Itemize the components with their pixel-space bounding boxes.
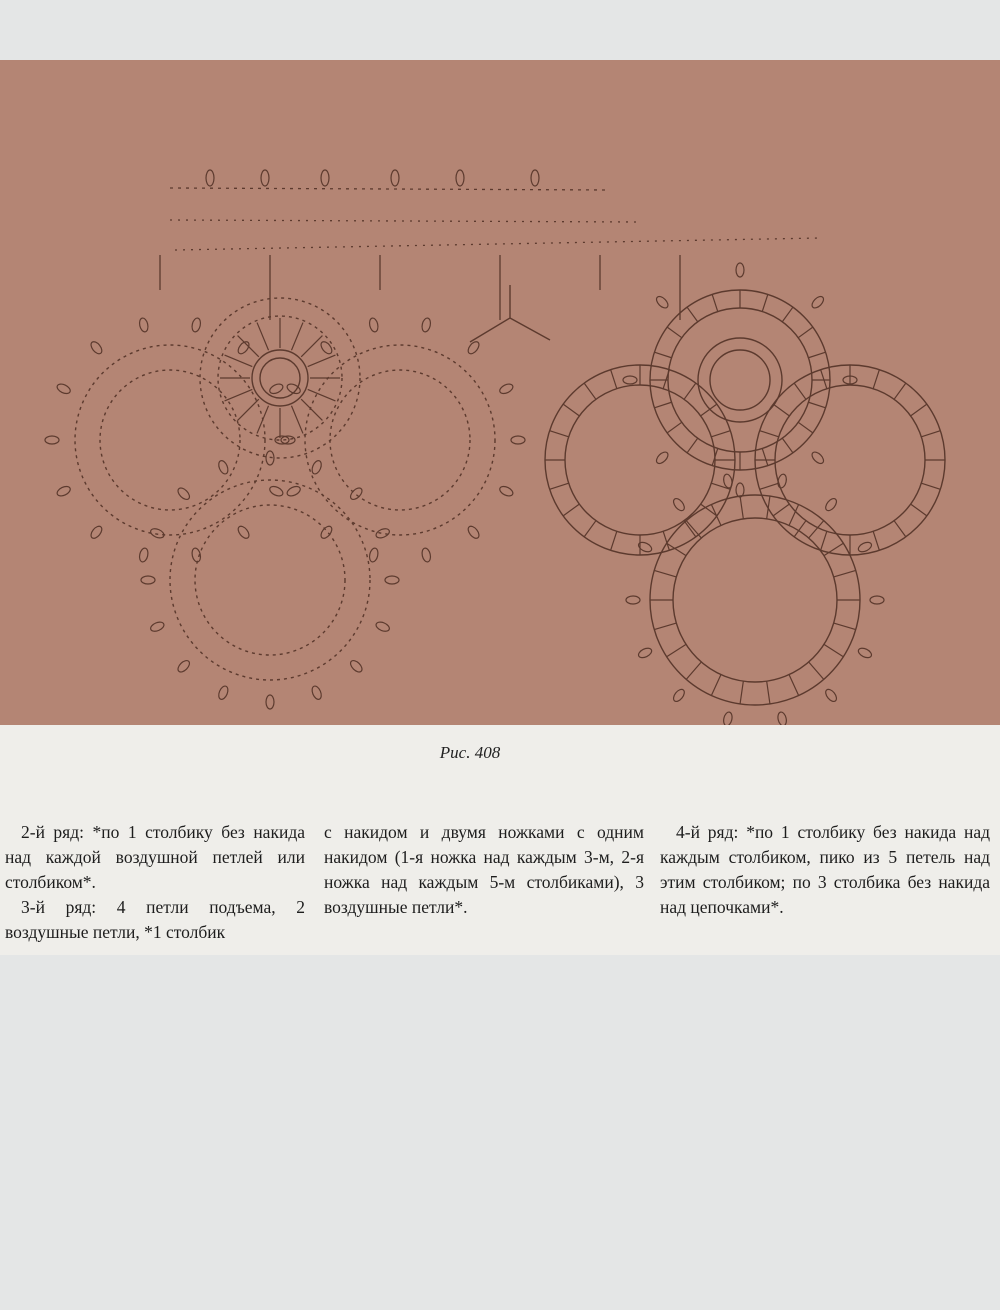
top-picot — [391, 170, 399, 186]
top-picot — [206, 170, 214, 186]
left-picot — [466, 340, 481, 356]
crochet-chart-svg — [0, 60, 1000, 725]
text-column-3 — [660, 820, 990, 920]
right-picot — [824, 687, 839, 703]
left-picot — [56, 382, 72, 395]
right-picot — [870, 596, 884, 604]
right-east-spoke — [921, 431, 940, 437]
chain-row-2 — [170, 220, 640, 222]
right-south-spoke — [824, 644, 843, 656]
left-picot — [368, 317, 379, 332]
right-east-spoke — [821, 531, 827, 550]
right-west-spoke — [684, 521, 696, 537]
right-east-spoke — [911, 404, 927, 416]
paragraph-row-2: 2-й ряд: *по 1 столбику без накида над каждой воздушной петлей или столбиком*. — [5, 822, 305, 892]
right-east-spoke — [794, 383, 806, 399]
right-top-spoke — [667, 327, 682, 338]
top-picot — [531, 170, 539, 186]
right-picot — [810, 294, 826, 310]
paragraph-row-3-start: 3-й ряд: 4 петли подъема, 2 воздушные петли, *1 столбик — [5, 897, 305, 942]
right-west-spoke — [563, 404, 579, 416]
right-ring-top — [650, 290, 830, 470]
right-south-spoke — [834, 570, 856, 576]
left-ring-east — [305, 345, 495, 535]
left-picot — [466, 524, 481, 540]
join-stitch — [470, 285, 550, 342]
right-top-spoke — [798, 422, 813, 433]
left-picot — [236, 524, 251, 540]
left-center-spoke — [308, 389, 336, 400]
left-center-spoke — [291, 323, 302, 351]
left-picot — [268, 382, 284, 395]
left-picot — [348, 658, 364, 674]
right-east-spoke — [821, 370, 827, 389]
right-ring-west — [545, 365, 735, 555]
right-top-spoke — [808, 352, 825, 358]
right-picot — [857, 646, 873, 659]
left-ring-south-inner — [195, 505, 345, 655]
right-west-spoke — [563, 504, 579, 516]
right-east-spoke — [773, 404, 789, 416]
right-west-spoke — [611, 370, 617, 389]
right-south-spoke — [711, 504, 721, 525]
left-picot — [217, 685, 230, 701]
top-picot — [456, 170, 464, 186]
right-east-spoke — [773, 504, 789, 516]
left-ring-west — [75, 345, 265, 535]
left-center-spoke — [225, 389, 253, 400]
right-top-spoke — [712, 294, 718, 311]
left-center-spoke — [308, 355, 336, 366]
right-south-spoke — [834, 623, 856, 629]
left-picot — [319, 524, 334, 540]
right-top-spoke — [798, 327, 813, 338]
right-picot — [671, 497, 686, 513]
right-ring-south-inner — [673, 518, 837, 682]
text-column-2 — [324, 820, 644, 920]
right-ring-south — [650, 495, 860, 705]
left-picot — [385, 576, 399, 584]
right-west-spoke — [550, 431, 569, 437]
right-top-spoke — [654, 352, 671, 358]
right-picot — [824, 497, 839, 513]
top-picot — [321, 170, 329, 186]
left-picot — [149, 527, 165, 540]
right-west-spoke — [711, 483, 730, 489]
left-picot — [266, 695, 274, 709]
right-south-spoke — [740, 496, 743, 519]
left-picot — [217, 459, 230, 475]
right-east-spoke — [894, 383, 906, 399]
right-top-spoke — [687, 438, 698, 453]
left-picot — [149, 620, 165, 633]
right-south-spoke — [686, 521, 701, 538]
left-picot — [89, 524, 104, 540]
right-top-spoke — [782, 307, 793, 322]
right-picot — [777, 473, 788, 488]
chain-row-3 — [175, 238, 820, 250]
right-picot — [626, 596, 640, 604]
right-east-spoke — [894, 521, 906, 537]
left-picot — [176, 658, 192, 674]
left-picot — [141, 576, 155, 584]
left-picot — [176, 486, 192, 502]
right-picot — [654, 294, 670, 310]
left-center-spoke — [291, 406, 302, 434]
paragraph-row-4: 4-й ряд: *по 1 столбику без накида над каждым столбиком, пико из 5 петель над этим столбиком; по 3 столбика без накида над цепочками*. — [660, 822, 990, 917]
right-east-spoke — [760, 431, 779, 437]
right-picot — [637, 646, 653, 659]
right-south-spoke — [654, 623, 676, 629]
left-center-spoke — [301, 399, 322, 420]
right-west-spoke — [711, 431, 730, 437]
right-top-spoke — [782, 438, 793, 453]
right-east-spoke — [921, 483, 940, 489]
right-east-spoke — [911, 504, 927, 516]
left-picot — [89, 340, 104, 356]
left-picot — [310, 459, 323, 475]
left-picot — [236, 340, 251, 356]
right-south-spoke — [654, 570, 676, 576]
right-top-spoke — [762, 448, 768, 465]
right-picot — [654, 450, 670, 466]
left-ring-south — [170, 480, 370, 680]
right-west-spoke — [584, 383, 596, 399]
left-picot — [375, 620, 391, 633]
right-south-spoke — [740, 681, 743, 704]
right-top-spoke — [762, 294, 768, 311]
right-west-spoke — [684, 383, 696, 399]
right-top-spoke — [667, 422, 682, 433]
left-picot — [511, 436, 525, 444]
left-picot — [286, 485, 302, 498]
left-picot — [421, 547, 432, 562]
right-west-spoke — [584, 521, 596, 537]
right-picot — [671, 687, 686, 703]
right-top-spoke — [808, 402, 825, 408]
right-picot — [736, 263, 744, 277]
left-picot — [138, 317, 149, 332]
scanned-page — [0, 60, 1000, 955]
left-center-spoke — [257, 323, 268, 351]
left-picot — [191, 547, 202, 562]
text-column-1 — [5, 820, 305, 945]
right-west-spoke — [611, 531, 617, 550]
right-center-ring-inner — [710, 350, 770, 410]
right-east-spoke — [760, 483, 779, 489]
right-picot — [810, 450, 826, 466]
left-ring-east-inner — [330, 370, 470, 510]
right-south-spoke — [767, 681, 770, 704]
right-picot — [777, 711, 788, 725]
right-top-spoke — [654, 402, 671, 408]
crochet-diagram — [0, 60, 1000, 725]
right-south-spoke — [789, 504, 799, 525]
left-picot — [268, 485, 284, 498]
left-center-ring-inner — [260, 358, 300, 398]
right-east-spoke — [873, 370, 879, 389]
left-picot — [138, 547, 149, 562]
right-ring-top-inner — [668, 308, 812, 452]
right-picot — [623, 376, 637, 384]
left-picot — [56, 485, 72, 498]
figure-caption: Рис. 408 — [439, 743, 501, 762]
left-picot — [319, 340, 334, 356]
right-top-spoke — [687, 307, 698, 322]
left-picot — [191, 317, 202, 332]
top-picot — [261, 170, 269, 186]
left-ring-west-inner — [100, 370, 240, 510]
left-picot — [375, 527, 391, 540]
right-ring-east — [755, 365, 945, 555]
right-picot — [722, 473, 733, 488]
left-picot — [421, 317, 432, 332]
right-south-spoke — [789, 675, 799, 696]
right-ring-west-inner — [565, 385, 715, 535]
right-ring-east-inner — [775, 385, 925, 535]
right-west-spoke — [550, 483, 569, 489]
right-south-spoke — [711, 675, 721, 696]
left-picot — [498, 485, 514, 498]
right-south-spoke — [667, 644, 686, 656]
chain-row-1 — [170, 188, 610, 190]
left-center-spoke — [238, 399, 259, 420]
right-picot — [857, 540, 873, 553]
right-south-spoke — [809, 662, 824, 679]
right-east-spoke — [873, 531, 879, 550]
left-center-spoke — [225, 355, 253, 366]
right-picot — [722, 711, 733, 725]
left-picot — [368, 547, 379, 562]
left-center-spoke — [301, 336, 322, 357]
left-picot — [498, 382, 514, 395]
left-picot — [310, 685, 323, 701]
left-picot — [45, 436, 59, 444]
paragraph-row-3-cont: с накидом и двумя ножками с одним накидом (1-я ножка над каждым 3-м, 2-я ножка над каждым 5-м столбиками), 3 воздушные петли*. — [324, 822, 644, 917]
right-picot — [736, 483, 744, 497]
right-south-spoke — [686, 662, 701, 679]
